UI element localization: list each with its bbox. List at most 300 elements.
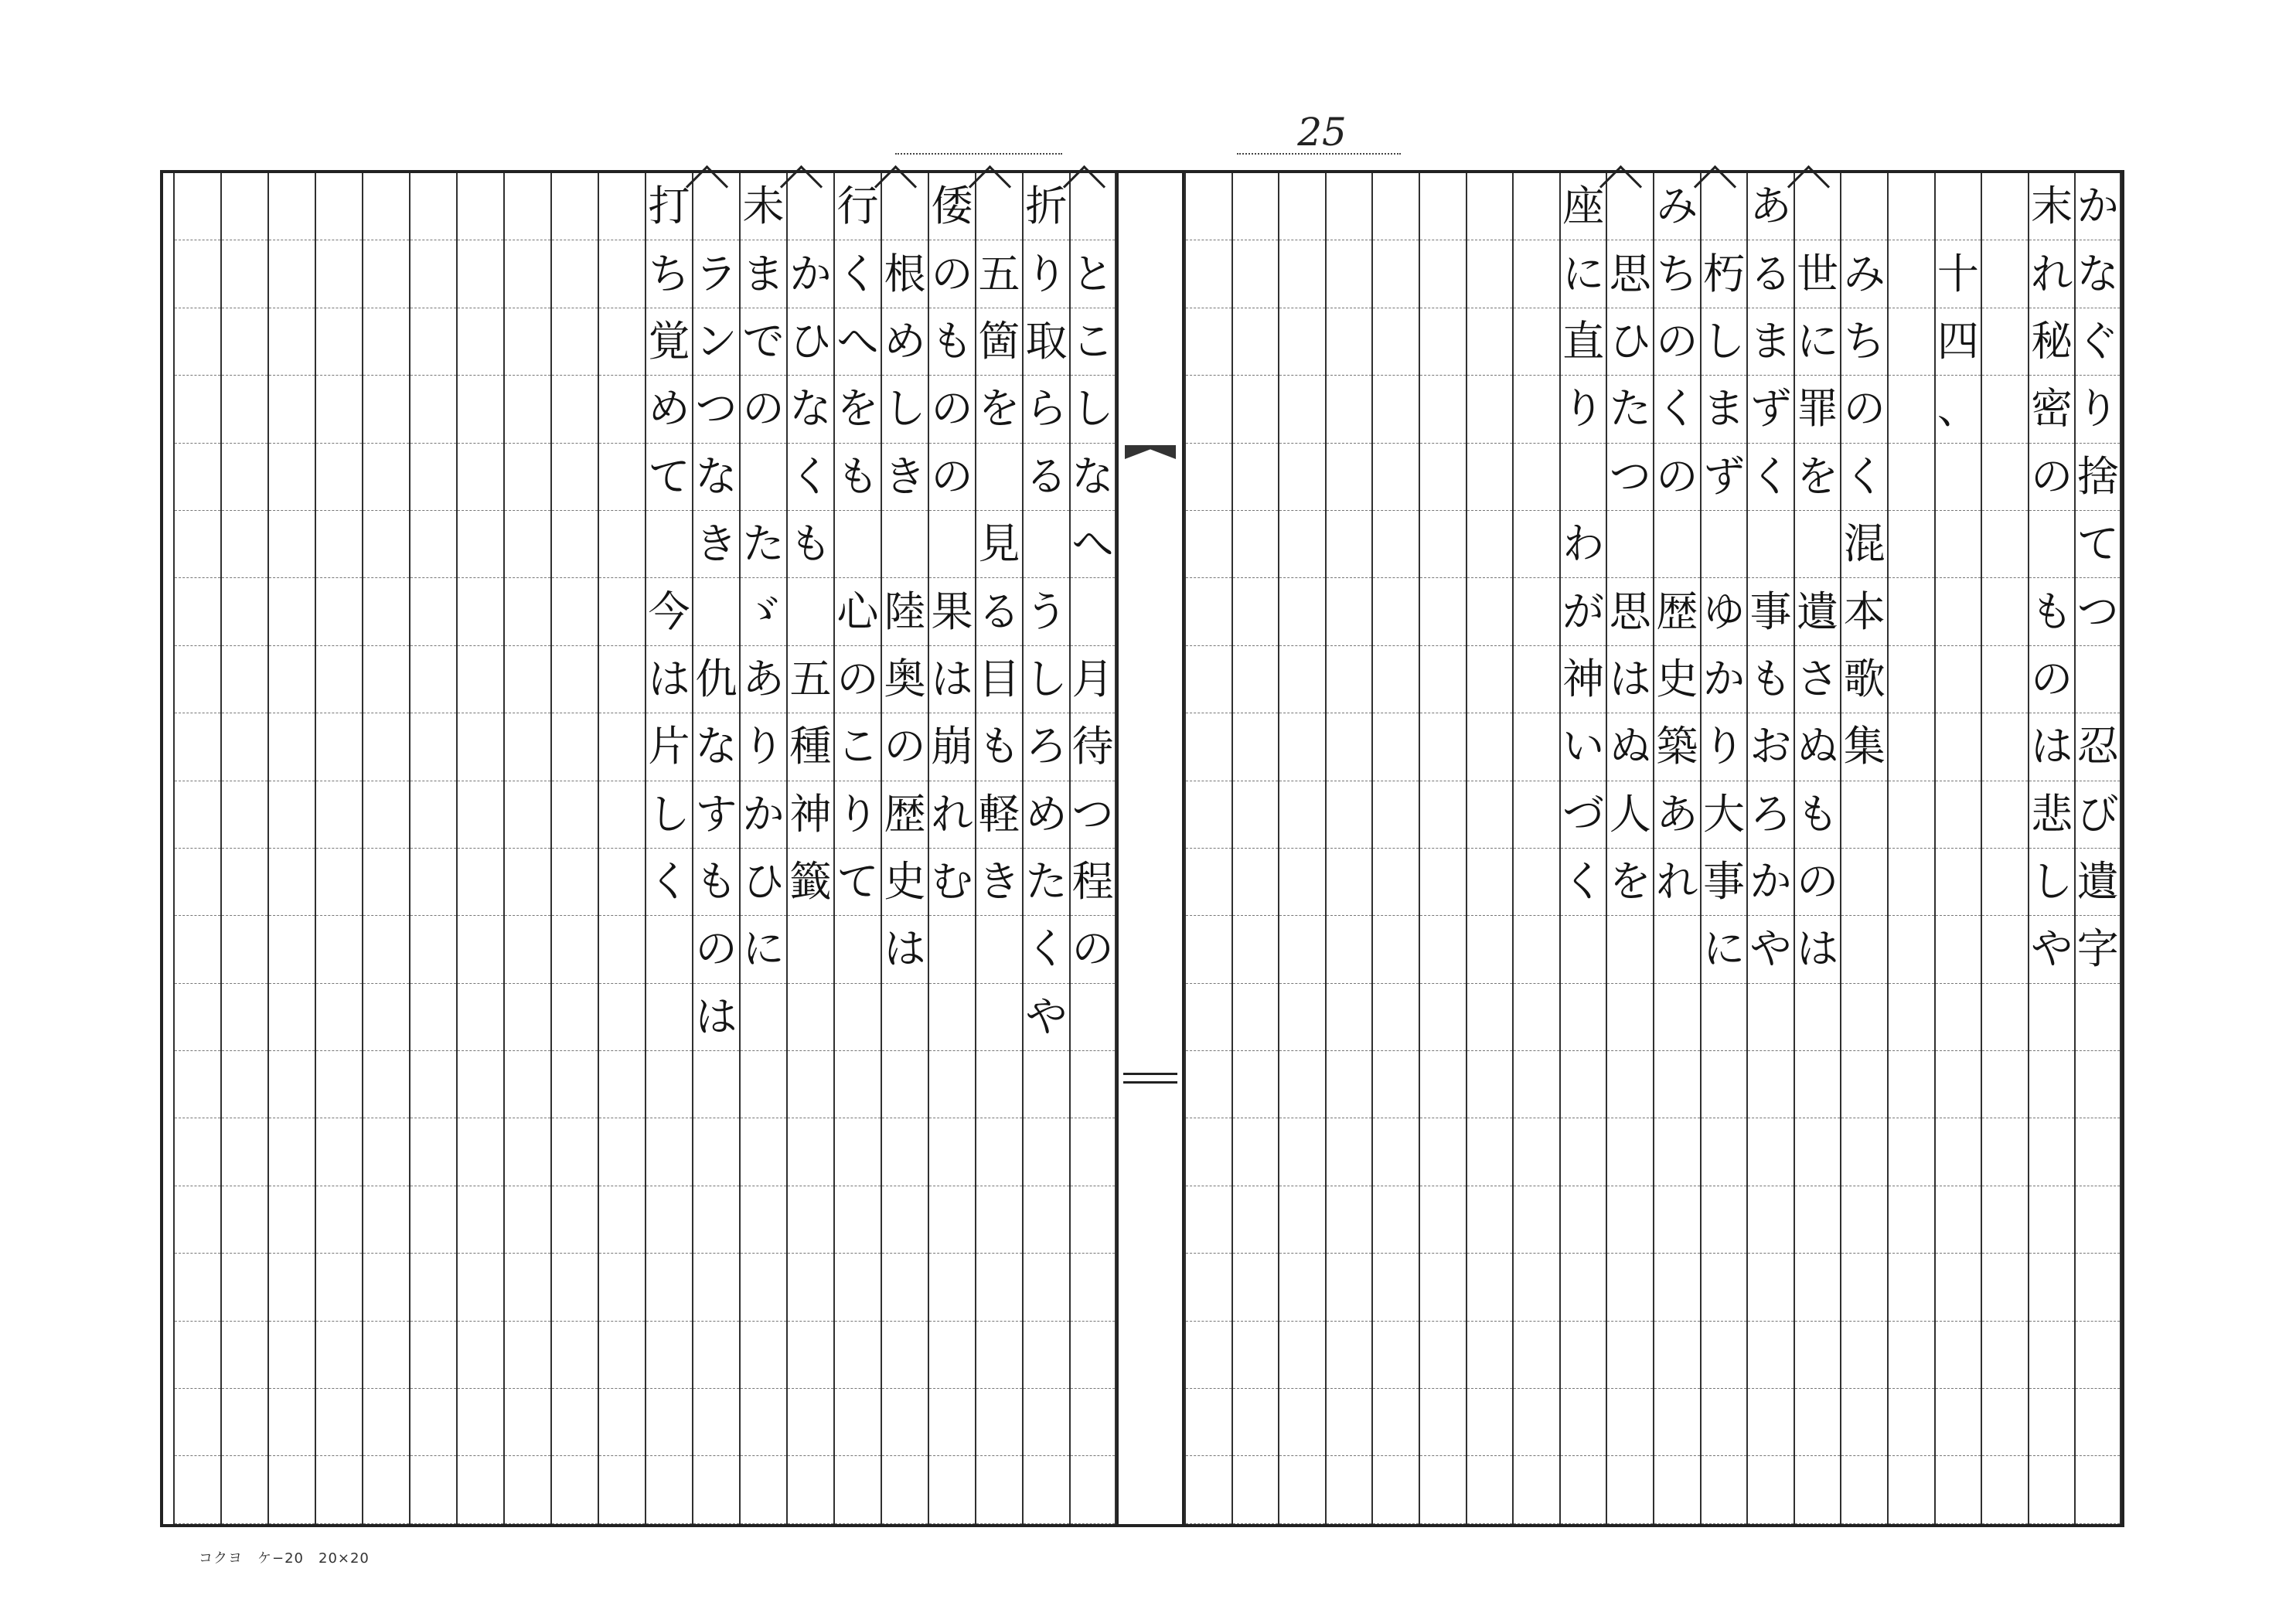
grid-cell [1024,1322,1069,1389]
manuscript-character: し [648,789,690,839]
grid-cell [1702,444,1747,511]
manuscript-column [362,173,409,1524]
grid-cell [599,1389,645,1456]
manuscript-character: ろ [1749,789,1792,839]
grid-cell [222,781,267,849]
grid-cell [1233,1186,1279,1254]
grid-cell [1420,240,1466,308]
grid-cell [1420,1118,1466,1186]
grid-cell [976,916,1022,983]
grid-cell [646,511,692,578]
grid-cell [505,1051,550,1118]
manuscript-character: 仇 [695,654,738,703]
grid-cell [410,1322,456,1389]
grid-cell [1982,1186,2028,1254]
grid-cell [458,240,503,308]
grid-cell [1420,1254,1466,1321]
grid-cell [1373,1118,1419,1186]
grid-cell [363,511,409,578]
grid-cell [2029,916,2075,983]
grid-cell [1186,781,1231,849]
grid-cell [1561,240,1606,308]
manuscript-character: な [695,451,738,501]
grid-cell [1654,1322,1700,1389]
grid-cell [1748,376,1794,443]
manuscript-character: 奥 [884,654,926,703]
grid-cell [1936,849,1981,916]
grid-cell [1373,578,1419,645]
grid-cell [929,781,975,849]
manuscript-column [1069,173,1116,1524]
grid-cell [1889,376,1934,443]
grid-cell [835,1322,881,1389]
manuscript-character: 捨 [2076,451,2119,501]
grid-cell [1233,444,1279,511]
grid-cell [1327,1322,1372,1389]
manuscript-character: 思 [1609,587,1651,636]
grid-cell [1561,646,1606,713]
grid-cell [1467,916,1513,983]
grid-cell [1748,511,1794,578]
manuscript-column [1022,173,1069,1524]
grid-cell [222,713,267,781]
grid-cell [1795,308,1841,376]
grid-cell [1607,511,1653,578]
grid-cell [363,376,409,443]
grid-cell [1514,1051,1559,1118]
grid-cell [835,1051,881,1118]
grid-cell [1889,511,1934,578]
grid-cell [1795,1118,1841,1186]
manuscript-character: 集 [1843,722,1886,771]
grid-cell [1982,1051,2028,1118]
grid-cell [1748,1322,1794,1389]
grid-cell [316,308,362,376]
manuscript-character: ず [1749,384,1792,434]
grid-cell [1561,1051,1606,1118]
grid-cell [1514,781,1559,849]
grid-cell [552,1118,598,1186]
grid-cell [976,1186,1022,1254]
grid-cell [1654,444,1700,511]
grid-cell [410,646,456,713]
grid-cell [1841,1254,1887,1321]
grid-cell [1024,984,1069,1051]
manuscript-character: に [1702,924,1745,974]
grid-cell [929,1456,975,1523]
manuscript-character: う [1025,587,1068,636]
grid-cell [1420,173,1466,240]
grid-cell [1607,1456,1653,1523]
manuscript-character: は [884,924,926,974]
grid-cell [2076,1051,2120,1118]
grid-cell [410,511,456,578]
manuscript-character: あ [1656,789,1698,839]
grid-cell [175,376,220,443]
grid-cell [363,1254,409,1321]
grid-cell [835,1254,881,1321]
grid-cell [1889,1118,1934,1186]
grid-cell [929,444,975,511]
grid-cell [1071,1051,1115,1118]
grid-cell [1024,713,1069,781]
grid-cell [1186,1322,1231,1389]
grid-cell [1607,713,1653,781]
grid-cell [741,1389,786,1456]
grid-cell [1279,713,1325,781]
grid-cell [693,240,739,308]
manuscript-character: し [1025,654,1068,703]
manuscript-character: き [695,519,738,569]
manuscript-character: く [1562,857,1605,907]
grid-cell [1514,984,1559,1051]
grid-cell [2076,511,2120,578]
grid-cell [1795,646,1841,713]
top-dotted-rule-right [1237,153,1401,155]
grid-cell [505,1118,550,1186]
grid-cell [1795,1322,1841,1389]
grid-cell [882,713,928,781]
grid-cell [835,511,881,578]
manuscript-column [550,173,598,1524]
grid-cell [835,240,881,308]
grid-cell [646,984,692,1051]
grid-cell [1327,578,1372,645]
grid-cell [741,1118,786,1186]
manuscript-character: は [648,654,690,703]
grid-cell [1373,1186,1419,1254]
grid-cell [1071,1389,1115,1456]
grid-cell [1279,444,1325,511]
grid-cell [1071,984,1115,1051]
manuscript-character: 忍 [2076,722,2119,771]
manuscript-character: に [742,924,785,974]
grid-cell [929,1322,975,1389]
grid-cell [976,1456,1022,1523]
grid-cell [1467,444,1513,511]
grid-cell [1327,1456,1372,1523]
grid-cell [1561,849,1606,916]
grid-cell [410,1186,456,1254]
manuscript-character: 崩 [931,722,973,771]
grid-cell [1279,849,1325,916]
manuscript-character: も [1749,654,1792,703]
manuscript-character: の [931,384,973,434]
grid-cell [693,444,739,511]
grid-cell [269,916,315,983]
grid-cell [1795,916,1841,983]
grid-cell [1936,444,1981,511]
manuscript-column [1371,173,1419,1524]
grid-cell [1841,1322,1887,1389]
grid-cell [269,173,315,240]
grid-cell [1186,1118,1231,1186]
manuscript-character: 陸 [884,587,926,636]
grid-cell [1233,511,1279,578]
grid-cell [693,1186,739,1254]
grid-cell [1607,173,1653,240]
grid-cell [1467,173,1513,240]
grid-cell [1420,984,1466,1051]
manuscript-character: ぐ [2076,316,2119,366]
grid-cell [505,984,550,1051]
manuscript-column [2074,173,2121,1524]
manuscript-character: 史 [884,857,926,907]
grid-cell [646,849,692,916]
grid-cell [882,1389,928,1456]
grid-cell [458,916,503,983]
grid-cell [222,984,267,1051]
grid-cell [1841,1051,1887,1118]
grid-cell [458,1254,503,1321]
manuscript-character: ン [695,316,738,366]
manuscript-character: 月 [1071,654,1114,703]
manuscript-character: あ [742,654,785,703]
grid-cell [788,240,833,308]
grid-cell [1071,444,1115,511]
manuscript-character: 直 [1562,316,1605,366]
grid-cell [505,308,550,376]
grid-cell [1607,916,1653,983]
manuscript-column [1278,173,1325,1524]
grid-cell [410,916,456,983]
grid-cell [552,308,598,376]
grid-cell [175,578,220,645]
grid-cell [1233,713,1279,781]
grid-cell [1467,1051,1513,1118]
grid-cell [1795,578,1841,645]
grid-cell [1654,240,1700,308]
manuscript-character: き [884,451,926,501]
grid-cell [1514,1322,1559,1389]
grid-cell [1654,713,1700,781]
grid-cell [741,713,786,781]
manuscript-character: は [1797,924,1839,974]
grid-cell [175,444,220,511]
grid-cell [1514,1389,1559,1456]
grid-cell [1654,511,1700,578]
grid-cell [316,578,362,645]
grid-cell [316,444,362,511]
grid-cell [741,308,786,376]
manuscript-character: 遺 [2076,857,2119,907]
manuscript-column [1419,173,1466,1524]
grid-cell [1654,984,1700,1051]
grid-cell [1607,781,1653,849]
grid-cell [1373,173,1419,240]
grid-cell [693,646,739,713]
grid-cell [1795,849,1841,916]
grid-cell [693,916,739,983]
grid-cell [1702,1322,1747,1389]
grid-cell [552,916,598,983]
manuscript-character: の [2031,654,2073,703]
grid-cell [1702,1456,1747,1523]
manuscript-column [220,173,267,1524]
grid-cell [1071,376,1115,443]
manuscript-character: 悲 [2031,789,2073,839]
grid-cell [1702,173,1747,240]
grid-cell [1561,511,1606,578]
grid-cell [599,1322,645,1389]
manuscript-character: ゆ [1702,587,1745,636]
grid-cell [741,1254,786,1321]
grid-cell [1654,1254,1700,1321]
grid-cell [2029,578,2075,645]
grid-cell [835,578,881,645]
grid-cell [1889,984,1934,1051]
grid-cell [741,1456,786,1523]
grid-cell [1748,1389,1794,1456]
grid-cell [1024,849,1069,916]
grid-cell [929,1186,975,1254]
grid-cell [976,511,1022,578]
grid-cell [175,1322,220,1389]
grid-cell [693,713,739,781]
grid-cell [599,713,645,781]
grid-cell [1373,1254,1419,1321]
grid-cell [1467,849,1513,916]
grid-cell [693,578,739,645]
grid-cell [410,781,456,849]
poem-start-mark-icon [969,165,1011,208]
manuscript-character: つ [1071,789,1114,839]
grid-cell [1841,1118,1887,1186]
grid-cell [1279,240,1325,308]
grid-cell [2076,1389,2120,1456]
manuscript-character: 歴 [884,789,926,839]
grid-cell [882,240,928,308]
grid-cell [835,1118,881,1186]
gutter-center-mark-top [1125,445,1176,459]
manuscript-character: の [884,722,926,771]
manuscript-character: ゞ [742,587,785,636]
manuscript-column [503,173,550,1524]
manuscript-character: 、 [1937,384,1979,434]
manuscript-character: 根 [884,249,926,298]
grid-cell [929,849,975,916]
grid-cell [741,849,786,916]
grid-cell [1795,511,1841,578]
grid-cell [363,1389,409,1456]
grid-cell [599,308,645,376]
grid-cell [316,240,362,308]
grid-cell [1071,916,1115,983]
manuscript-character: た [1025,857,1068,907]
grid-cell [505,849,550,916]
poem-start-mark-icon [1694,165,1736,208]
grid-cell [835,1186,881,1254]
grid-cell [741,1051,786,1118]
manuscript-character: す [695,789,738,839]
grid-cell [1748,173,1794,240]
grid-cell [1514,1254,1559,1321]
grid-cell [1607,578,1653,645]
manuscript-column [692,173,739,1524]
manuscript-character: さ [1797,654,1839,703]
grid-cell [976,173,1022,240]
grid-cell [222,308,267,376]
grid-cell [1071,173,1115,240]
grid-cell [458,173,503,240]
grid-cell [175,1456,220,1523]
manuscript-character: し [1702,316,1745,366]
poem-start-mark-icon [1599,165,1642,208]
grid-cell [1561,1186,1606,1254]
grid-cell [2029,1389,2075,1456]
grid-cell [646,916,692,983]
grid-cell [1748,1118,1794,1186]
grid-cell [693,1051,739,1118]
grid-cell [1420,1186,1466,1254]
grid-cell [1186,578,1231,645]
grid-cell [1982,646,2028,713]
grid-cell [929,713,975,781]
grid-cell [788,1322,833,1389]
manuscript-character: た [742,519,785,569]
grid-cell [1327,240,1372,308]
manuscript-character: 本 [1843,587,1886,636]
grid-cell [2029,444,2075,511]
grid-cell [1936,376,1981,443]
grid-cell [1702,376,1747,443]
manuscript-character: や [2031,924,2073,974]
grid-cell [1327,1254,1372,1321]
grid-cell [1795,1254,1841,1321]
grid-cell [1702,849,1747,916]
grid-cell [1024,578,1069,645]
grid-cell [1233,173,1279,240]
manuscript-character: も [1797,789,1839,839]
grid-cell [1233,916,1279,983]
manuscript-character: ぬ [1797,722,1839,771]
grid-cell [1936,984,1981,1051]
grid-cell [269,444,315,511]
grid-cell [1654,1456,1700,1523]
grid-cell [1982,376,2028,443]
grid-cell [1186,240,1231,308]
grid-cell [788,578,833,645]
grid-cell [1607,1186,1653,1254]
grid-cell [2076,984,2120,1051]
grid-cell [505,1254,550,1321]
grid-cell [599,1254,645,1321]
grid-cell [1024,1118,1069,1186]
grid-cell [363,1456,409,1523]
grid-cell [1702,916,1747,983]
manuscript-character: み [1656,182,1698,231]
grid-cell [316,1051,362,1118]
manuscript-character: が [1562,587,1605,636]
grid-cell [552,646,598,713]
grid-cell [1795,376,1841,443]
manuscript-character: 築 [1656,722,1698,771]
grid-cell [1233,240,1279,308]
grid-cell [1982,1456,2028,1523]
manuscript-column [1794,173,1841,1524]
grid-cell [222,376,267,443]
grid-cell [222,646,267,713]
grid-cell [1936,173,1981,240]
manuscript-character: の [695,924,738,974]
grid-cell [2029,1186,2075,1254]
manuscript-character: 思 [1609,249,1651,298]
grid-cell [1654,849,1700,916]
grid-cell [1748,444,1794,511]
manuscript-character: も [978,722,1020,771]
manuscript-character: 末 [2031,182,2073,231]
grid-cell [693,511,739,578]
